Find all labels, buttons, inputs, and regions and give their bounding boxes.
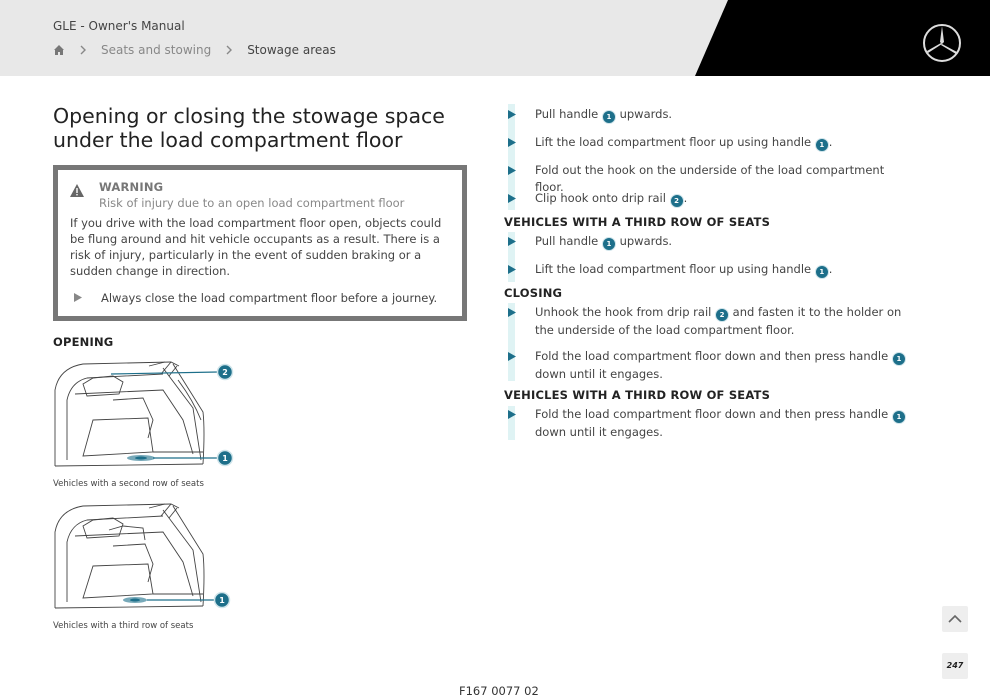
chevron-right-icon [225, 44, 233, 56]
callout-badge: 2 [715, 308, 729, 322]
arrow-right-icon [508, 237, 516, 246]
callout-badge: 2 [670, 194, 684, 208]
step-text: and fasten it to the holder on the underside of the load compartment floor. [535, 305, 902, 337]
step-text: down until it engages. [535, 367, 663, 381]
figure-caption: Vehicles with a third row of seats [53, 621, 194, 631]
arrow-right-icon [508, 194, 516, 203]
arrow-right-icon [508, 138, 516, 147]
brand-star-logo[interactable] [922, 23, 962, 63]
section-heading-third-row: VEHICLES WITH A THIRD ROW OF SEATS [504, 388, 771, 402]
callout-badge: 1 [892, 352, 906, 366]
section-heading-closing: CLOSING [504, 286, 563, 300]
section-heading-third-row: VEHICLES WITH A THIRD ROW OF SEATS [504, 215, 771, 229]
callout-badge: 1 [815, 265, 829, 279]
step-text: Unhook the hook from drip rail [535, 305, 712, 319]
step-text: . [683, 191, 688, 205]
step-text: upwards. [619, 234, 673, 248]
arrow-right-icon [508, 410, 516, 419]
step-text: . [828, 262, 833, 276]
arrow-right-icon [508, 352, 516, 361]
chevron-up-icon [942, 606, 968, 632]
figure-code: F167 0077 02 [459, 684, 539, 698]
warning-triangle-icon [70, 184, 84, 197]
step-text: upwards. [619, 107, 673, 121]
scroll-to-top-button[interactable] [942, 606, 968, 632]
step-text: Pull handle [535, 107, 599, 121]
callout-2: 2 [222, 368, 228, 377]
breadcrumb-link-seats[interactable]: Seats and stowing [101, 43, 212, 57]
figure-caption: Vehicles with a second row of seats [53, 479, 204, 489]
step-text: Clip hook onto drip rail [535, 191, 666, 205]
breadcrumb-current: Stowage areas [247, 43, 336, 57]
figure-second-row [53, 360, 243, 470]
step-text: Fold the load compartment floor down and then press handle [535, 407, 889, 421]
figure-third-row [53, 502, 243, 612]
arrow-right-icon [508, 166, 516, 175]
step-text: . [828, 135, 833, 149]
opening-heading: OPENING [53, 335, 114, 349]
warning-action: Always close the load compartment floor before a journey. [101, 291, 438, 305]
arrow-right-icon [508, 110, 516, 119]
chevron-right-icon [79, 44, 87, 56]
callout-badge: 1 [892, 410, 906, 424]
warning-heading: WARNING [99, 180, 164, 194]
step-text: Fold the load compartment floor down and then press handle [535, 349, 889, 363]
step-text: down until it engages. [535, 425, 663, 439]
app-title: GLE - Owner's Manual [53, 19, 185, 33]
step-text: Pull handle [535, 234, 599, 248]
home-icon[interactable] [53, 44, 65, 56]
warning-subtitle: Risk of injury due to an open load compartment floor [99, 196, 405, 210]
arrow-right-icon [508, 265, 516, 274]
step-text: Lift the load compartment floor up using handle [535, 135, 812, 149]
callout-badge: 1 [602, 237, 616, 251]
step-text: Fold out the hook on the underside of the load compartment floor. [535, 163, 885, 194]
warning-box [53, 165, 467, 321]
page-number-badge[interactable]: 247 [942, 653, 968, 679]
step-text: Lift the load compartment floor up using handle [535, 262, 812, 276]
callout-badge: 1 [815, 138, 829, 152]
arrow-right-icon [74, 293, 82, 302]
callout-1: 1 [222, 454, 228, 463]
page-title: Opening or closing the stowage space under the load compartment floor [53, 104, 445, 152]
warning-body: If you drive with the load compartment floor open, objects could be flung around and hit vehicle occupants as a result. There is a risk of injury, particularly in the event of sudden braking or a sudden change in direction. [70, 216, 442, 278]
header-bar [0, 0, 990, 76]
callout-1: 1 [219, 596, 225, 605]
callout-badge: 1 [602, 110, 616, 124]
arrow-right-icon [508, 308, 516, 317]
breadcrumb [53, 42, 336, 58]
